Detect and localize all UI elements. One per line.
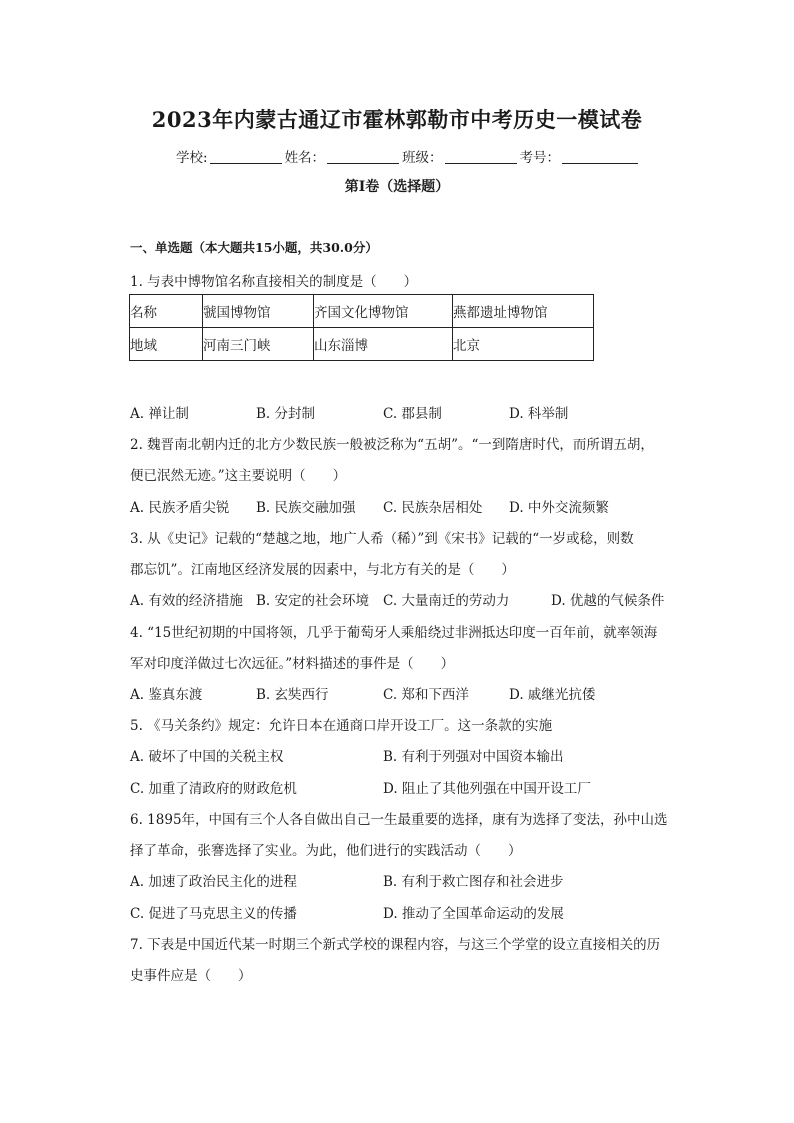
q1-table — [129, 294, 594, 361]
q5-option-a[interactable]: A. 破坏了中国的关税主权 — [130, 749, 284, 765]
q2-stem-line-2: 便已泯然无迹。”这主要说明（ ） — [130, 468, 347, 484]
table-cell: 北京 — [453, 328, 594, 361]
q5-option-b[interactable]: B. 有利于列强对中国资本输出 — [383, 749, 564, 765]
school-label: 学校: — [176, 150, 208, 166]
q6-option-b[interactable]: B. 有利于救亡图存和社会进步 — [383, 874, 564, 890]
q7-stem-line-2: 史事件应是（ ） — [130, 968, 252, 984]
section-title: 第I卷（选择题） — [344, 179, 450, 195]
q6-stem-line-1: 6. 1895年，中国有三个人各自做出自己一生最重要的选择，康有为选择了变法，孙中山选 — [130, 812, 668, 828]
q1-option-a[interactable]: A. 禅让制 — [130, 406, 189, 422]
q4-option-b[interactable]: B. 玄奘西行 — [256, 687, 329, 703]
q1-option-c[interactable]: C. 郡县制 — [383, 406, 442, 422]
q2-stem-line-1: 2. 魏晋南北朝内迁的北方少数民族一般被泛称为“五胡”。“一到隋唐时代，而所谓五胡， — [130, 437, 654, 453]
q5-stem: 5. 《马关条约》规定：允许日本在通商口岸开设工厂。这一条款的实施 — [130, 718, 553, 734]
q1-option-b[interactable]: B. 分封制 — [256, 406, 316, 422]
table-cell: 地域 — [130, 328, 203, 361]
table-cell: 燕都遗址博物馆 — [453, 295, 594, 328]
q3-option-a[interactable]: A. 有效的经济措施 — [130, 593, 243, 609]
q5-option-d[interactable]: D. 阻止了其他列强在中国开设工厂 — [383, 781, 591, 797]
table-cell: 山东淄博 — [314, 328, 453, 361]
table-cell: 河南三门峡 — [203, 328, 314, 361]
q3-option-b[interactable]: B. 安定的社会环境 — [256, 593, 370, 609]
number-label: 考号： — [519, 150, 561, 166]
name-label: 姓名： — [284, 150, 326, 166]
q2-option-b[interactable]: B. 民族交融加强 — [256, 500, 356, 516]
class-label: 班级： — [402, 150, 443, 166]
table-row — [130, 295, 594, 328]
student-info-line — [176, 146, 641, 166]
table-cell: 虢国博物馆 — [203, 295, 314, 328]
q3-option-d[interactable]: D. 优越的气候条件 — [551, 593, 665, 609]
q4-stem-line-1: 4. “15世纪初期的中国将领，几乎于葡萄牙人乘船绕过非洲抵达印度一百年前，就率领海 — [130, 625, 658, 641]
q6-option-d[interactable]: D. 推动了全国革命运动的发展 — [383, 906, 564, 922]
table-cell: 名称 — [130, 295, 203, 328]
q6-option-c[interactable]: C. 促进了马克思主义的传播 — [130, 906, 297, 922]
q1-option-d[interactable]: D. 科举制 — [509, 406, 569, 422]
q3-option-c[interactable]: C. 大量南迁的劳动力 — [383, 593, 510, 609]
table-cell: 齐国文化博物馆 — [314, 295, 453, 328]
q5-option-c[interactable]: C. 加重了清政府的财政危机 — [130, 781, 297, 797]
class-blank[interactable] — [445, 149, 517, 164]
q2-option-a[interactable]: A. 民族矛盾尖锐 — [130, 500, 230, 516]
name-blank[interactable] — [327, 149, 399, 164]
exam-title: 2023年内蒙古通辽市霍林郭勒市中考历史一模试卷 — [151, 107, 643, 132]
q2-option-d[interactable]: D. 中外交流频繁 — [509, 500, 609, 516]
q6-option-a[interactable]: A. 加速了政治民主化的进程 — [130, 874, 297, 890]
q4-option-c[interactable]: C. 郑和下西洋 — [383, 687, 469, 703]
q4-stem-line-2: 军对印度洋做过七次远征。”材料描述的事件是（ ） — [130, 656, 455, 672]
q3-stem-line-1: 3. 从《史记》记载的“楚越之地，地广人希（稀）”到《宋书》记载的“一岁或稔，则数 — [130, 531, 634, 547]
part-heading: 一、单选题（本大题共15小题，共30.0分） — [130, 240, 378, 255]
q3-stem-line-2: 郡忘饥”。江南地区经济发展的因素中，与北方有关的是（ ） — [130, 562, 515, 578]
q6-stem-line-2: 择了革命，张謇选择了实业。为此，他们进行的实践活动（ ） — [130, 843, 522, 859]
q1-stem: 1. 与表中博物馆名称直接相关的制度是（ ） — [130, 274, 418, 290]
q4-option-d[interactable]: D. 戚继光抗倭 — [509, 687, 596, 703]
number-blank[interactable] — [562, 149, 638, 164]
q2-option-c[interactable]: C. 民族杂居相处 — [383, 500, 483, 516]
q7-stem-line-1: 7. 下表是中国近代某一时期三个新式学校的课程内容，与这三个学堂的设立直接相关的历 — [130, 937, 661, 953]
school-blank[interactable] — [210, 149, 282, 164]
q4-option-a[interactable]: A. 鉴真东渡 — [130, 687, 203, 703]
table-row — [130, 328, 594, 361]
